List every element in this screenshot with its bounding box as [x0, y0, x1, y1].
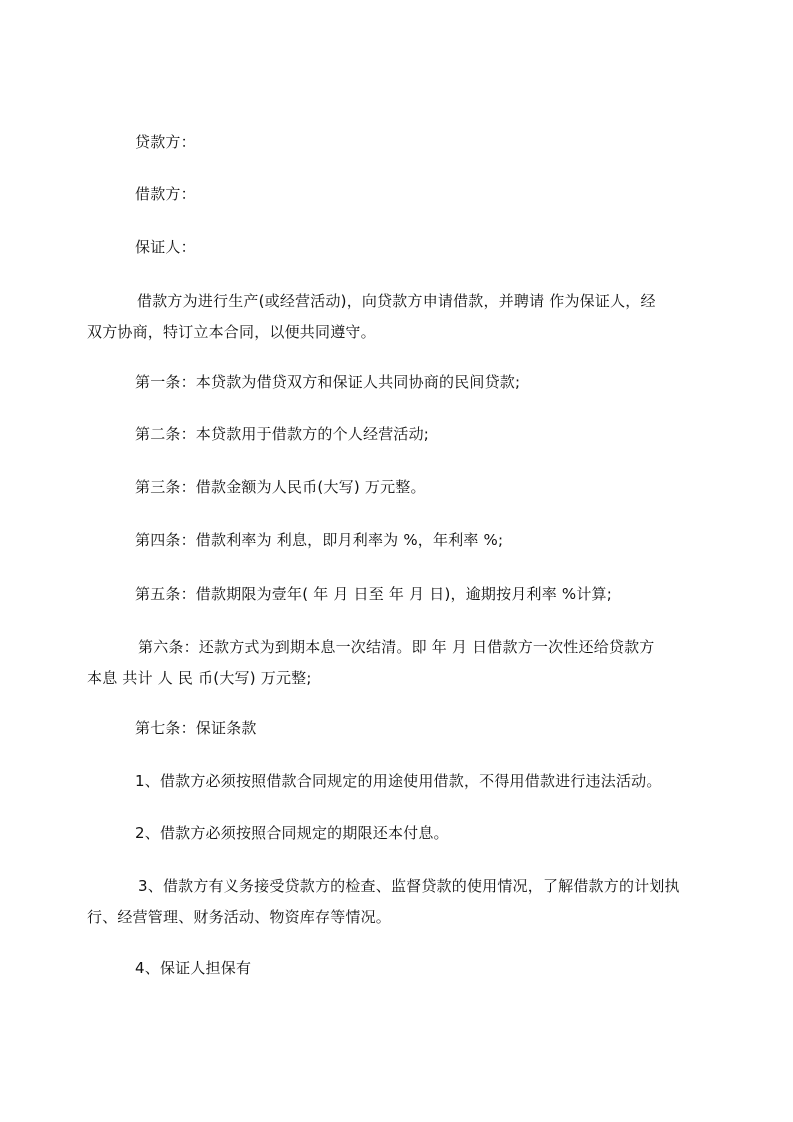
article-1: 第一条：本贷款为借贷双方和保证人共同协商的民间贷款; — [135, 373, 521, 391]
article-6-paragraph — [87, 632, 707, 694]
article-6-line-2: 本息 共计 人 民 币(大写) 万元整; — [87, 669, 312, 687]
party-guarantor: 保证人： — [135, 238, 196, 256]
preamble-line-1: 借款方为进行生产(或经营活动)，向贷款方申请借款，并聘请 作为保证人，经 — [137, 292, 656, 310]
clause-2: 2、借款方必须按照合同规定的期限还本付息。 — [135, 824, 449, 842]
clause-3-line-1: 3、借款方有义务接受贷款方的检查、监督贷款的使用情况，了解借款方的计划执 — [138, 877, 680, 895]
article-3: 第三条：借款金额为人民币(大写) 万元整。 — [135, 478, 426, 496]
article-7-title: 第七条：保证条款 — [135, 719, 257, 737]
preamble-line-2: 双方协商，特订立本合同，以便共同遵守。 — [87, 323, 376, 341]
party-lender: 贷款方： — [135, 133, 196, 151]
clause-3-paragraph — [87, 871, 707, 933]
clause-1: 1、借款方必须按照借款合同规定的用途使用借款，不得用借款进行违法活动。 — [135, 772, 662, 790]
article-4: 第四条：借款利率为 利息，即月利率为 %，年利率 %; — [135, 531, 504, 549]
article-6-line-1: 第六条：还款方式为到期本息一次结清。即 年 月 日借款方一次性还给贷款方 — [138, 638, 655, 656]
clause-3-line-2: 行、经营管理、财务活动、物资库存等情况。 — [87, 908, 392, 926]
article-5: 第五条：借款期限为壹年( 年 月 日至 年 月 日)，逾期按月利率 %计算; — [135, 585, 612, 603]
clause-4: 4、保证人担保有 — [135, 959, 252, 977]
preamble-paragraph — [87, 286, 707, 348]
party-borrower: 借款方： — [135, 185, 196, 203]
article-2: 第二条：本贷款用于借款方的个人经营活动; — [135, 425, 430, 443]
